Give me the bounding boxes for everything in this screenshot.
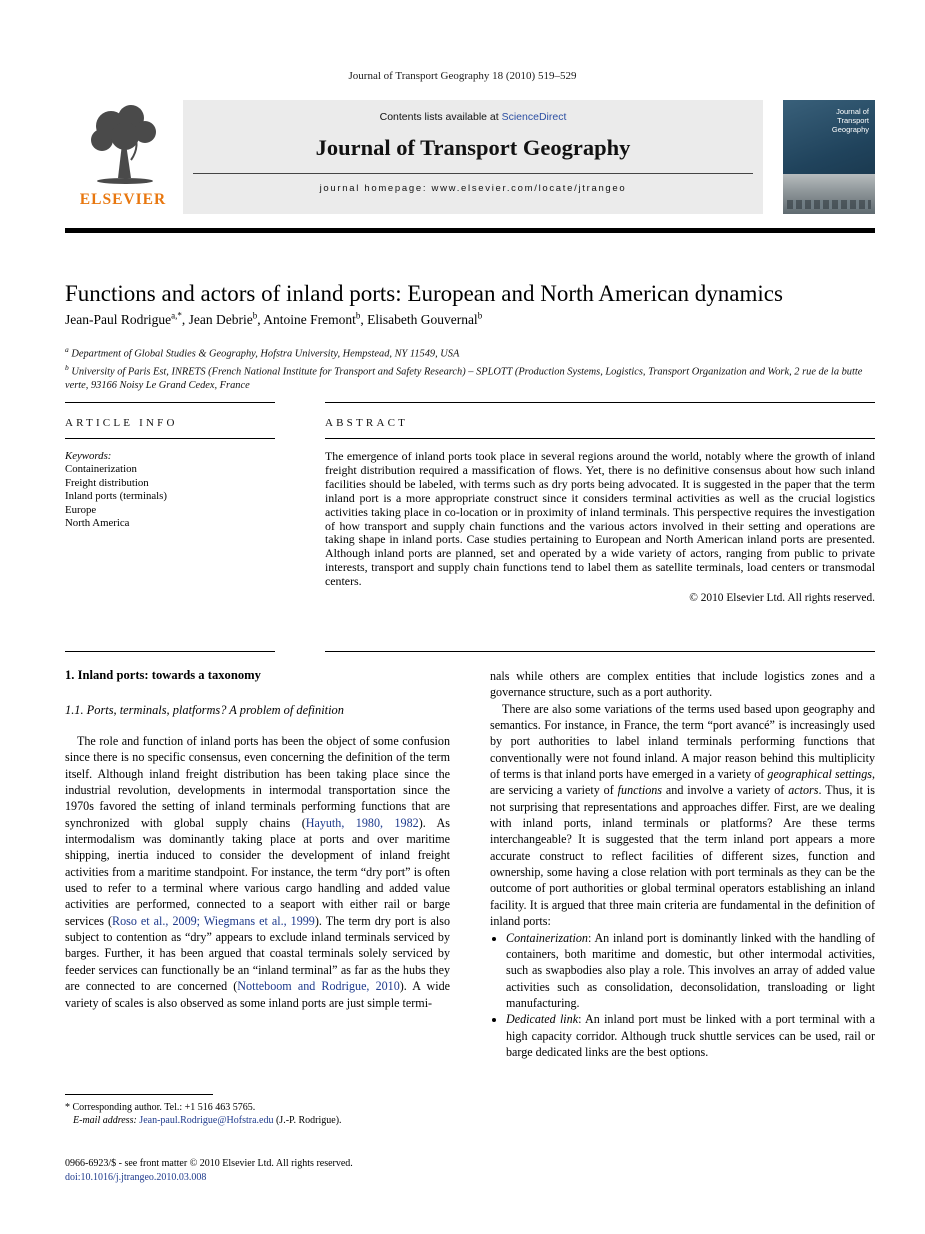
email-label: E-mail address: [73, 1115, 137, 1127]
bullet-item [506, 930, 875, 1012]
keyword-item: Europe [65, 503, 97, 516]
elsevier-logo [65, 100, 181, 214]
text-segment: and involve a variety of [662, 783, 789, 798]
abstract-column [325, 402, 875, 652]
cover-title [832, 107, 869, 134]
body-paragraph [490, 701, 875, 930]
contents-line-text: Contents lists available at [379, 111, 502, 123]
affiliation: $^b$ University of Paris Est, INRETS (French National Institute for Transport and Safety Research) – SPLOTT (Production Systems, Logistics, Transport Organization and Work, 2 rue de la butte verte, 93166 Noisy Le Grand Cedex, France [65, 363, 863, 392]
masthead-divider [193, 173, 753, 174]
author-name: Jean-Paul Rodrigue [65, 311, 172, 327]
author: Antoine Fremont$^b$, [263, 310, 368, 327]
text-segment: There are also some variations of the terms used based upon geography and semantics. For instance, in France, the term “port avancé” is increasingly used by port authorities to label inland terminals performing functions that conventionally were not found inland. A major reason behind this multiplicity of terms is that inland ports have emerged in a variety of [490, 701, 875, 782]
text-segment: The role and function of inland ports has been the object of some confusion since there is no specific consensus, even concerning the definition of the term itself. Although inland freight distribution has been taking place since the industrial revolution, developments in intermodal transportation since the 1970s favored the setting of inland terminals performing functions that are synchronized with global supply chains ( [65, 734, 450, 830]
text-segment: ). The term dry port is also subject to contention as “dry” appears to exclude inland terminals serviced by barges. Further, it has been argued that coastal terminals solely serviced by feeder services can functionally be an “inland terminal” as far as the hubs they are connected to are concerned ( [65, 913, 450, 994]
text-segment: , are servicing a variety of [490, 767, 875, 798]
author-affiliation-mark: b [355, 310, 361, 320]
citation-link[interactable]: Notteboom and Rodrigue, 2010 [237, 979, 400, 994]
author-list [65, 310, 875, 328]
journal-homepage-line [320, 183, 627, 194]
citation-link[interactable]: Roso et al., 2009; Wiegmans et al., 1999 [112, 913, 315, 928]
keyword-item: North America [65, 517, 130, 530]
keywords-list [65, 450, 275, 530]
journal-homepage-link[interactable]: www.elsevier.com/locate/jtrangeo [431, 183, 627, 194]
affiliation-list [65, 343, 875, 393]
emphasis-text: geographical settings [767, 767, 872, 782]
author: Jean Debrie$^b$, [188, 310, 264, 327]
author-name: Jean Debrie [188, 311, 253, 327]
subsection-heading: 1.1. Ports, terminals, platforms? A problem of definition [65, 703, 344, 717]
author-name: Antoine Fremont [263, 311, 356, 327]
email-line: E-mail address: Jean-paul.Rodrigue@Hofstra.edu (J.-P. Rodrigue). [73, 1115, 342, 1127]
article-info-heading: ARTICLE INFO [65, 403, 275, 439]
masthead-rule [65, 228, 875, 233]
author-affiliation-mark: a,* [171, 310, 182, 320]
text-segment: ). As intermodalism was dominantly taking place at ports and over maritime shipping, inertia induced to consider the development of inland freight activities from a maritime standpoint. For instance, the term “dry port” is often used to refer to a terminal where various cargo handling and added value activities are performed, connected to a seaport with either rail or barge services ( [65, 815, 450, 928]
bullet-item [506, 1011, 875, 1060]
citation-link[interactable]: Hayuth, 1980, 1982 [305, 815, 419, 830]
author-affiliation-mark: b [477, 310, 483, 320]
affiliation: $^a$ Department of Global Studies & Geography, Hofstra University, Hempstead, NY 11549, USA [65, 345, 460, 360]
info-abstract-section [65, 402, 875, 652]
cover-title-line: Transport [837, 116, 869, 125]
issn-line: 0966-6923/$ - see front matter © 2010 Elsevier Ltd. All rights reserved. [65, 1158, 353, 1169]
masthead [65, 100, 875, 214]
body-paragraph: nals while others are complex entities that include logistics zones and a governance structure, such as a port authority. [490, 669, 875, 700]
footnote [65, 1094, 450, 1127]
elsevier-tree-icon [73, 100, 173, 190]
text-segment: ). A wide variety of scales is also observed as some inland ports are just simple termi- [65, 979, 450, 1010]
copyright-note: © 2010 Elsevier Ltd. All rights reserved. [689, 592, 875, 605]
author: Jean-Paul Rodrigue$^{a,*}$, [65, 310, 189, 327]
author [367, 312, 482, 327]
section-heading: 1. Inland ports: towards a taxonomy [65, 668, 261, 682]
text-segment: . Thus, it is not surprising that representations and approaches differ. First, are we dealing with inland ports, inland terminals or platforms? Are these terms interchangeable? It is suggested that the term inland port appears a more accurate construct to reflect facilities of different sizes, function and ownership, some having a close relation with port terminals as they can be the outcome of port authorities or global terminal operators establishing an inland facility. It is argued that three main criteria are fundamental in the definition of inland ports: [490, 783, 875, 929]
elsevier-wordmark: ELSEVIER [79, 191, 167, 208]
running-head: Journal of Transport Geography 18 (2010) 519–529 [348, 70, 577, 82]
criteria-bullet-list [490, 930, 875, 1061]
sciencedirect-link[interactable]: ScienceDirect [501, 111, 567, 123]
page-footer [65, 1157, 353, 1185]
footnote-rule [65, 1094, 213, 1095]
emphasis-text: actors [788, 783, 819, 798]
corresponding-author-note: * Corresponding author. Tel.: +1 516 463 5765. [65, 1102, 256, 1113]
body-column-right [490, 668, 875, 1060]
cover-title-line: Journal of [836, 107, 869, 116]
contents-line [380, 111, 567, 123]
emphasis-text: Containerization [506, 930, 588, 945]
keyword-item: Containerization [65, 463, 137, 476]
homepage-label: journal homepage: [319, 183, 432, 194]
keyword-item: Inland ports (terminals) [65, 490, 167, 503]
journal-cover-thumbnail [783, 100, 875, 214]
text-segment: : An inland port must be linked with a port terminal with a high capacity corridor. Although truck shuttle services can be used, rail or barge dedicated links are the best options. [506, 1012, 875, 1059]
masthead-banner [183, 100, 763, 214]
keywords-label: Keywords: [65, 450, 112, 462]
email-link[interactable]: Jean-paul.Rodrigue@Hofstra.edu [139, 1115, 274, 1127]
body-columns [65, 668, 875, 1060]
keyword-item: Freight distribution [65, 476, 149, 489]
abstract-text: The emergence of inland ports took place in several regions around the world, notably where the growth of inland freight distribution required a massification of flows. Yet, there is no definitive consensus about how such inland facilities should be labeled, with terms such as dry ports being advocated. It is suggested in the paper that the term inland port is a more appropriate construct since it considers terminal activities as well as the crucial logistics activities taking place in co-location or in proximity of inland terminals. This perspective requires the investigation of how transport and supply chain functions and the various actors involved in their setting and operations are taking shape in inland ports. Case studies pertaining to European and North American inland ports are presented. Although inland ports are planned, set and operated by a wide variety of actors, ranging from public to private interests, transport and supply chain functions tend to label them as satellite terminals, load centers or transmodal centers. [325, 449, 875, 589]
article-title: Functions and actors of inland ports: European and North American dynamics [65, 281, 783, 307]
text-segment: : An inland port is dominantly linked with the handling of containers, both maritime and domestic, but other intermodal activities, such as swapbodies also play a role. This involves an array of added value activities such as consolidation, deconsolidation, transloading or light manufacturing. [506, 930, 875, 1010]
body-column-left [65, 668, 450, 1060]
doi-link[interactable]: doi:10.1016/j.jtrangeo.2010.03.008 [65, 1171, 207, 1183]
journal-title: Journal of Transport Geography [315, 135, 631, 160]
cover-title-line: Geography [831, 125, 869, 134]
emphasis-text: functions [617, 783, 663, 798]
emphasis-text: Dedicated link [506, 1012, 579, 1027]
author-name: Elisabeth Gouvernal [367, 311, 478, 327]
cover-photo [783, 174, 875, 214]
author-affiliation-mark: b [252, 310, 258, 320]
abstract-heading: ABSTRACT [325, 403, 875, 439]
article-info-column [65, 402, 275, 652]
body-paragraph [65, 733, 450, 1011]
